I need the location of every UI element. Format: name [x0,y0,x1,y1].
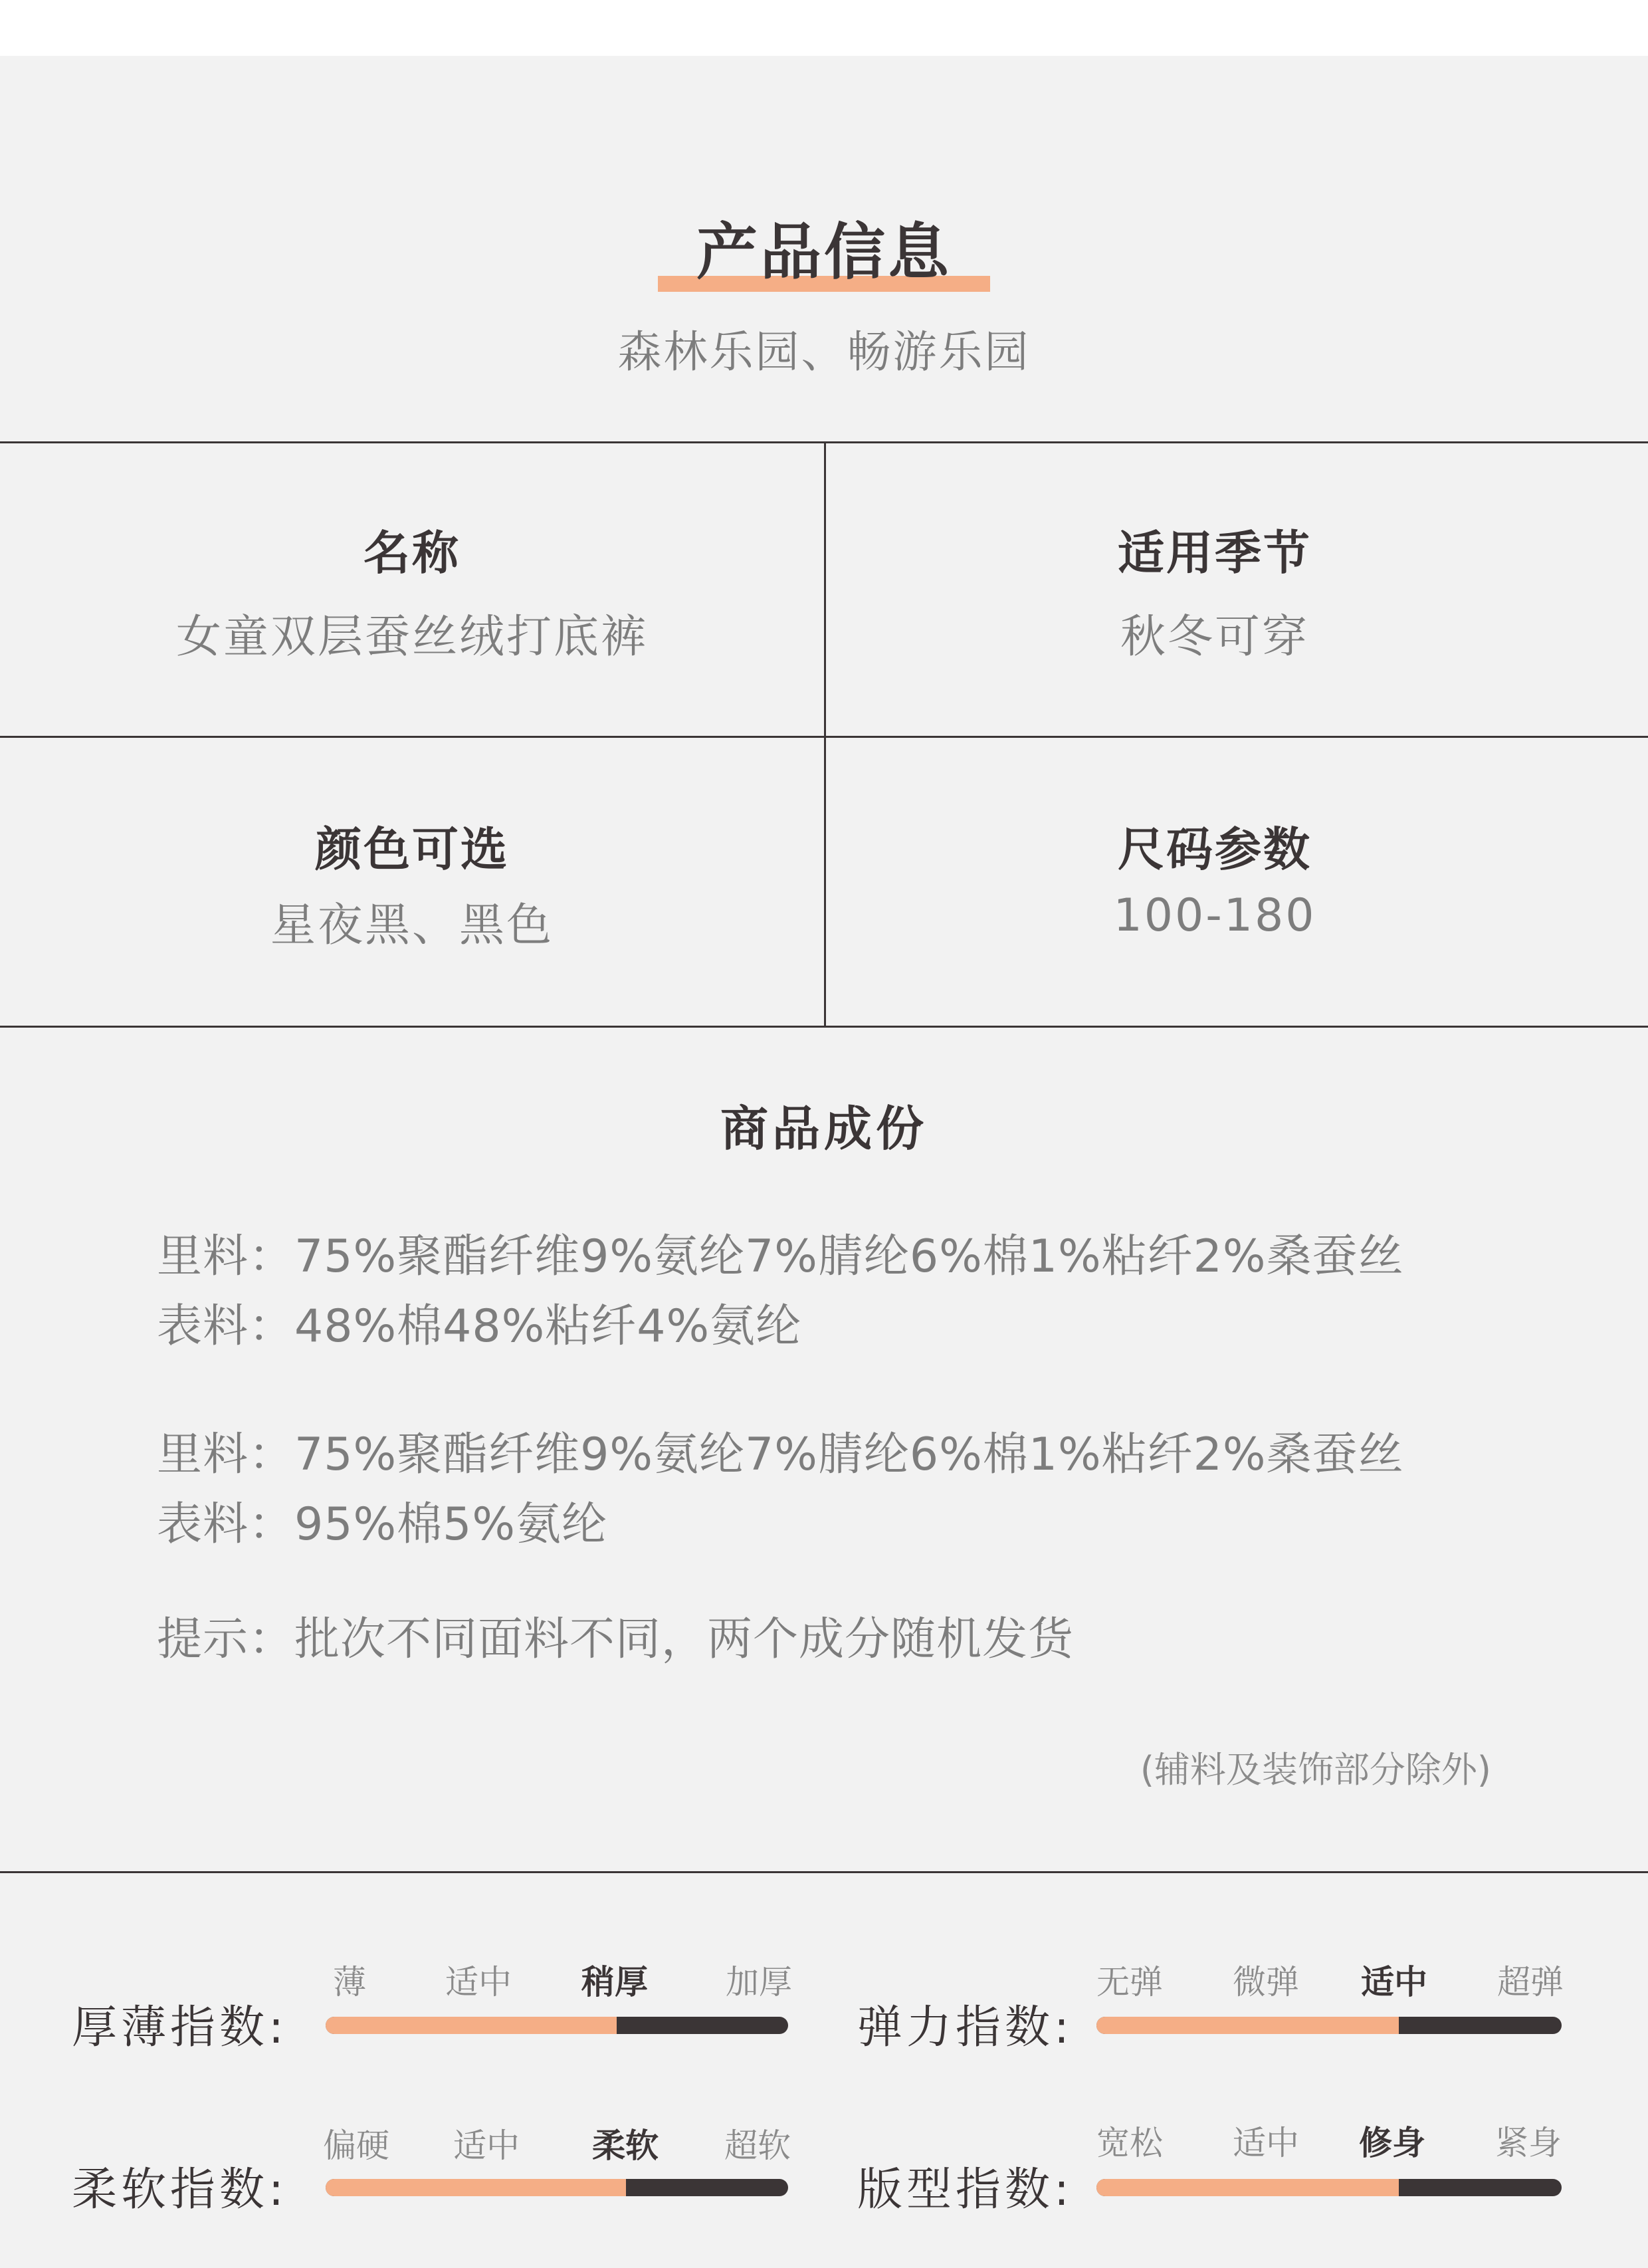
composition-line: 表料：48%棉48%粘纤4%氨纶 [157,1300,802,1353]
page-subtitle: 森林乐园、畅游乐园 [617,326,1031,378]
thickness-index-label: 厚薄指数: [72,2001,288,2054]
composition-line: 表料：95%棉5%氨纶 [157,1498,608,1551]
softness-level-2: 适中 [453,2126,520,2165]
indices-divider [0,1871,1648,1873]
softness-level-4: 超软 [724,2126,791,2165]
season-label: 适用季节 [1118,526,1312,580]
title-block [658,213,990,292]
fit-level-2: 适中 [1233,2124,1299,2162]
softness-level-3: 柔软 [592,2126,659,2165]
composition-line: 里料：75%聚酯纤维9%氨纶7%腈纶6%棉1%粘纤2%桑蚕丝 [157,1428,1404,1481]
thickness-level-1: 薄 [333,1963,366,2001]
elasticity-index-fill [1096,2017,1399,2034]
thickness-level-4: 加厚 [726,1963,792,2001]
name-value: 女童双层蚕丝绒打底裤 [175,611,648,663]
fit-index-label: 版型指数: [857,2164,1073,2216]
elasticity-index-label: 弹力指数: [857,2001,1073,2054]
elasticity-index-bar [1096,2017,1562,2034]
thickness-level-2: 适中 [445,1963,512,2001]
color-value: 星夜黑、黑色 [270,899,554,952]
season-value: 秋冬可穿 [1120,611,1309,663]
name-label: 名称 [363,526,461,580]
composition-tip: 提示：批次不同面料不同，两个成分随机发货 [157,1613,1075,1666]
thickness-level-3: 稍厚 [581,1963,648,2001]
elasticity-level-4: 超弹 [1497,1963,1564,2001]
elasticity-level-1: 无弹 [1096,1963,1163,2001]
size-label: 尺码参数 [1118,822,1312,877]
composition-title: 商品成份 [720,1101,928,1157]
fit-level-4: 紧身 [1495,2124,1562,2162]
fit-level-1: 宽松 [1096,2124,1163,2162]
elasticity-level-2: 微弹 [1233,1963,1299,2001]
color-label: 颜色可选 [315,822,509,877]
fit-index-bar [1096,2179,1562,2196]
thickness-index-fill [326,2017,617,2034]
page-title: 产品信息 [696,217,952,288]
softness-index-bar [326,2179,788,2196]
product-info-panel [0,56,1648,2268]
softness-level-1: 偏硬 [323,2126,389,2165]
thickness-index-bar [326,2017,788,2034]
size-value: 100-180 [1113,889,1316,942]
fit-index-fill [1096,2179,1399,2196]
softness-index-fill [326,2179,626,2196]
elasticity-level-3: 适中 [1361,1963,1427,2001]
fit-level-3: 修身 [1359,2124,1425,2162]
composition-note: (辅料及装饰部分除外) [1140,1749,1491,1791]
composition-line: 里料：75%聚酯纤维9%氨纶7%腈纶6%棉1%粘纤2%桑蚕丝 [157,1230,1404,1283]
softness-index-label: 柔软指数: [72,2164,288,2216]
